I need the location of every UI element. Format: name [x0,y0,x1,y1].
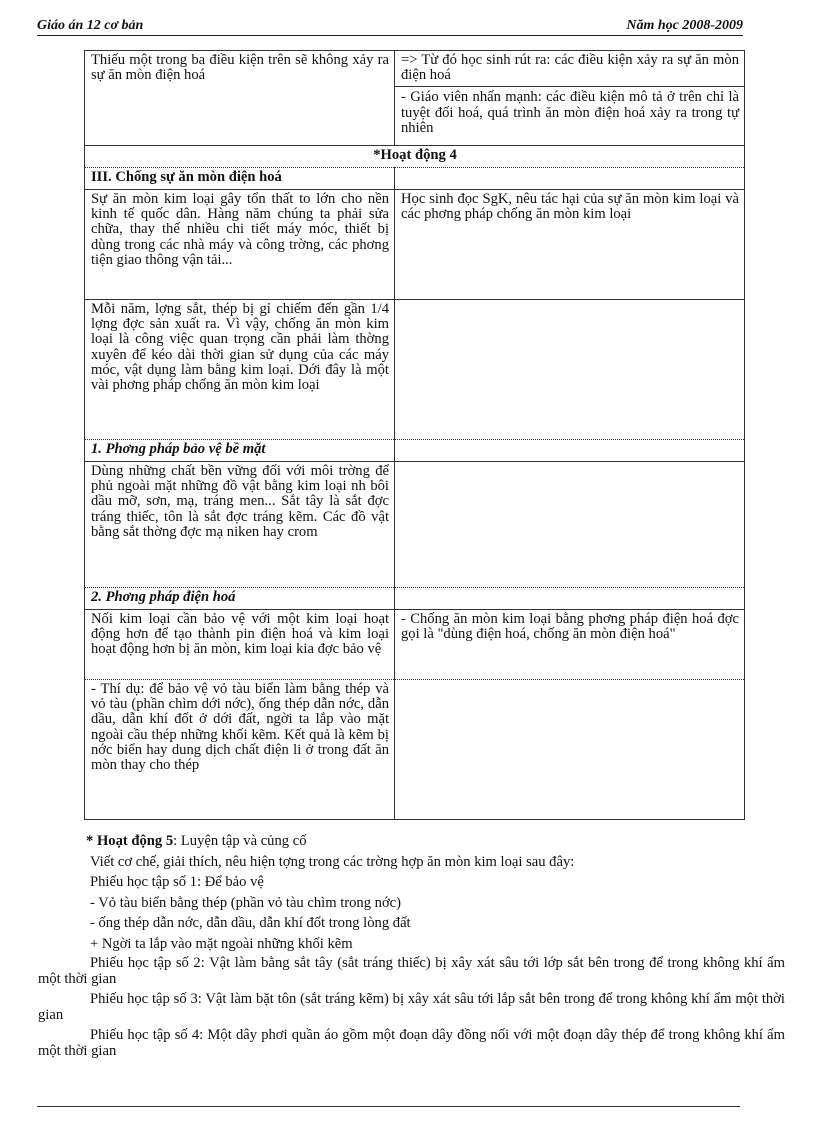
worksheet-1-item: - ống thép dẫn nớc, dẫn dầu, dẫn khí đốt trong lòng đất [90,915,411,932]
worksheet-4: Phiếu học tập số 4: Một dây phơi quần áo gồm một đoạn dây đồng nối với một đoạn dây thép để trong không khí ẩm một thời gian [38,1026,785,1059]
electrochemical-method-paragraph: Nối kim loại cần bảo vệ với một kim loại hoạt động hơn để tạo thành pin điện hoá và kim loại hoạt động hơn bị ăn mòn, kim loại kia đợc bảo vệ [85,610,395,680]
table-cell [395,440,745,462]
student-conclusion: => Từ đó học sinh rút ra: các điều kiện xảy ra sự ăn mòn điện hoá [395,51,744,87]
activity-5-label: * Hoạt động 5 [86,833,174,849]
section-3-heading: III. Chống sự ăn mòn điện hoá [85,168,395,190]
page-header [37,18,743,36]
activity-5-title [34,831,785,852]
worksheet-1-item: - Vỏ tàu biển bằng thép (phần vỏ tàu chìm trong nớc) [90,894,402,911]
corrosion-loss-paragraph: Sự ăn mòn kim loại gây tổn thất to lớn cho nền kinh tế quốc dân. Hàng năm chúng ta phải sửa chữa, thay thế nhiều chi tiết máy móc, thiết bị dùng trong các nhà máy và công trờng, các phơng tiện giao thông vận tải... [85,190,395,300]
activity-5-intro: Viết cơ chế, giải thích, nêu hiện tợng trong các trờng hợp ăn mòn kim loại sau đây: [90,853,575,870]
table-row [85,146,745,168]
surface-protection-paragraph: Dùng những chất bền vững đối với môi trờng để phủ ngoài mặt những đồ vật bằng kim loại nh bôi dầu mỡ, sơn, mạ, tráng men... Sắt tây là sắt đợc tráng thiếc, tôn là sắt đợc tráng kẽm. Các đồ vật bằng sắt thờng đợc mạ niken hay crom [85,462,395,588]
teacher-emphasis: - Giáo viên nhấn mạnh: các điều kiện mô tả ở trên chỉ là tuyệt đối hoá, quá trình ăn mòn điện hoá xảy ra trong tự nhiên [401,89,739,136]
table-cell [85,51,395,146]
activity-5-section [38,831,785,1063]
table-row [85,440,745,462]
table-cell [395,680,745,820]
table-cell [395,462,745,588]
activity-4-heading: *Hoạt động 4 [85,146,745,168]
table-cell [395,300,745,440]
ship-hull-example-paragraph: - Thí dụ: để bảo vệ vỏ tàu biển làm bằng thép và vỏ tàu (phần chìm dới nớc), ống thép dẫn nớc, dẫn dầu, dẫn khí đốt ở dới đất, ngời ta lắp vào mặt ngoài cầu thép những khối kẽm. Kết quả là kẽm bị nớc biển hay dung dịch chất điện li ở trong đất ăn mòn thay cho thép [85,680,395,820]
electrochemical-method-note: - Chống ăn mòn kim loại bằng phơng pháp điện hoá đợc gọi là "dùng điện hoá, chống ăn mòn điện hoá" [395,610,745,680]
corrosion-statistics-paragraph: Mỗi năm, lợng sắt, thép bị gỉ chiếm đến gần 1/4 lợng đợc sản xuất ra. Vì vậy, chống ăn mòn kim loại là công việc quan trọng cần phải làm thờng xuyên để kéo dài thời gian sử dụng của các máy móc, vật dụng làm bằng kim loại. Dới đây là một vài phơng pháp chống ăn mòn kim loại [85,300,395,440]
table-row [85,680,745,820]
footer-rule [37,1106,740,1107]
method-2-heading: 2. Phơng pháp điện hoá [85,588,395,610]
table-row [85,588,745,610]
header-school-year: Năm học 2008-2009 [626,18,743,33]
table-row [85,51,745,146]
table-cell [395,51,745,146]
worksheet-1-title: Phiếu học tập số 1: Để bảo vệ [90,874,264,891]
table-row [85,462,745,588]
table-row [85,168,745,190]
activity-5-text: : Luyện tập và củng cố [173,833,307,849]
worksheet-3: Phiếu học tập số 3: Vật làm bặt tôn (sắt tráng kẽm) bị xây xát sâu tới lắp sắt bên trong để trong không khí ẩm một thời gian [38,990,785,1023]
student-reading-task: Học sinh đọc SgK, nêu tác hại của sự ăn mòn kim loại và các phơng pháp chống ăn mòn kim loại [395,190,745,300]
header-course-title: Giáo án 12 cơ bản [37,18,144,33]
table-row [85,610,745,680]
table-cell [395,588,745,610]
worksheet-1-item: + Ngời ta lắp vào mặt ngoài những khối kẽm [90,935,353,952]
table-row [85,300,745,440]
table-cell [395,168,745,190]
lesson-table [84,50,745,820]
method-1-heading: 1. Phơng pháp bảo vệ bề mặt [85,440,395,462]
condition-note: Thiếu một trong ba điều kiện trên sẽ không xảy ra sự ăn mòn điện hoá [91,52,389,84]
worksheet-2: Phiếu học tập số 2: Vật làm bằng sắt tây (sắt tráng thiếc) bị xây xát sâu tới lớp sắt bên trong để trong không khí ẩm một thời gian [38,954,785,987]
table-row [85,190,745,300]
